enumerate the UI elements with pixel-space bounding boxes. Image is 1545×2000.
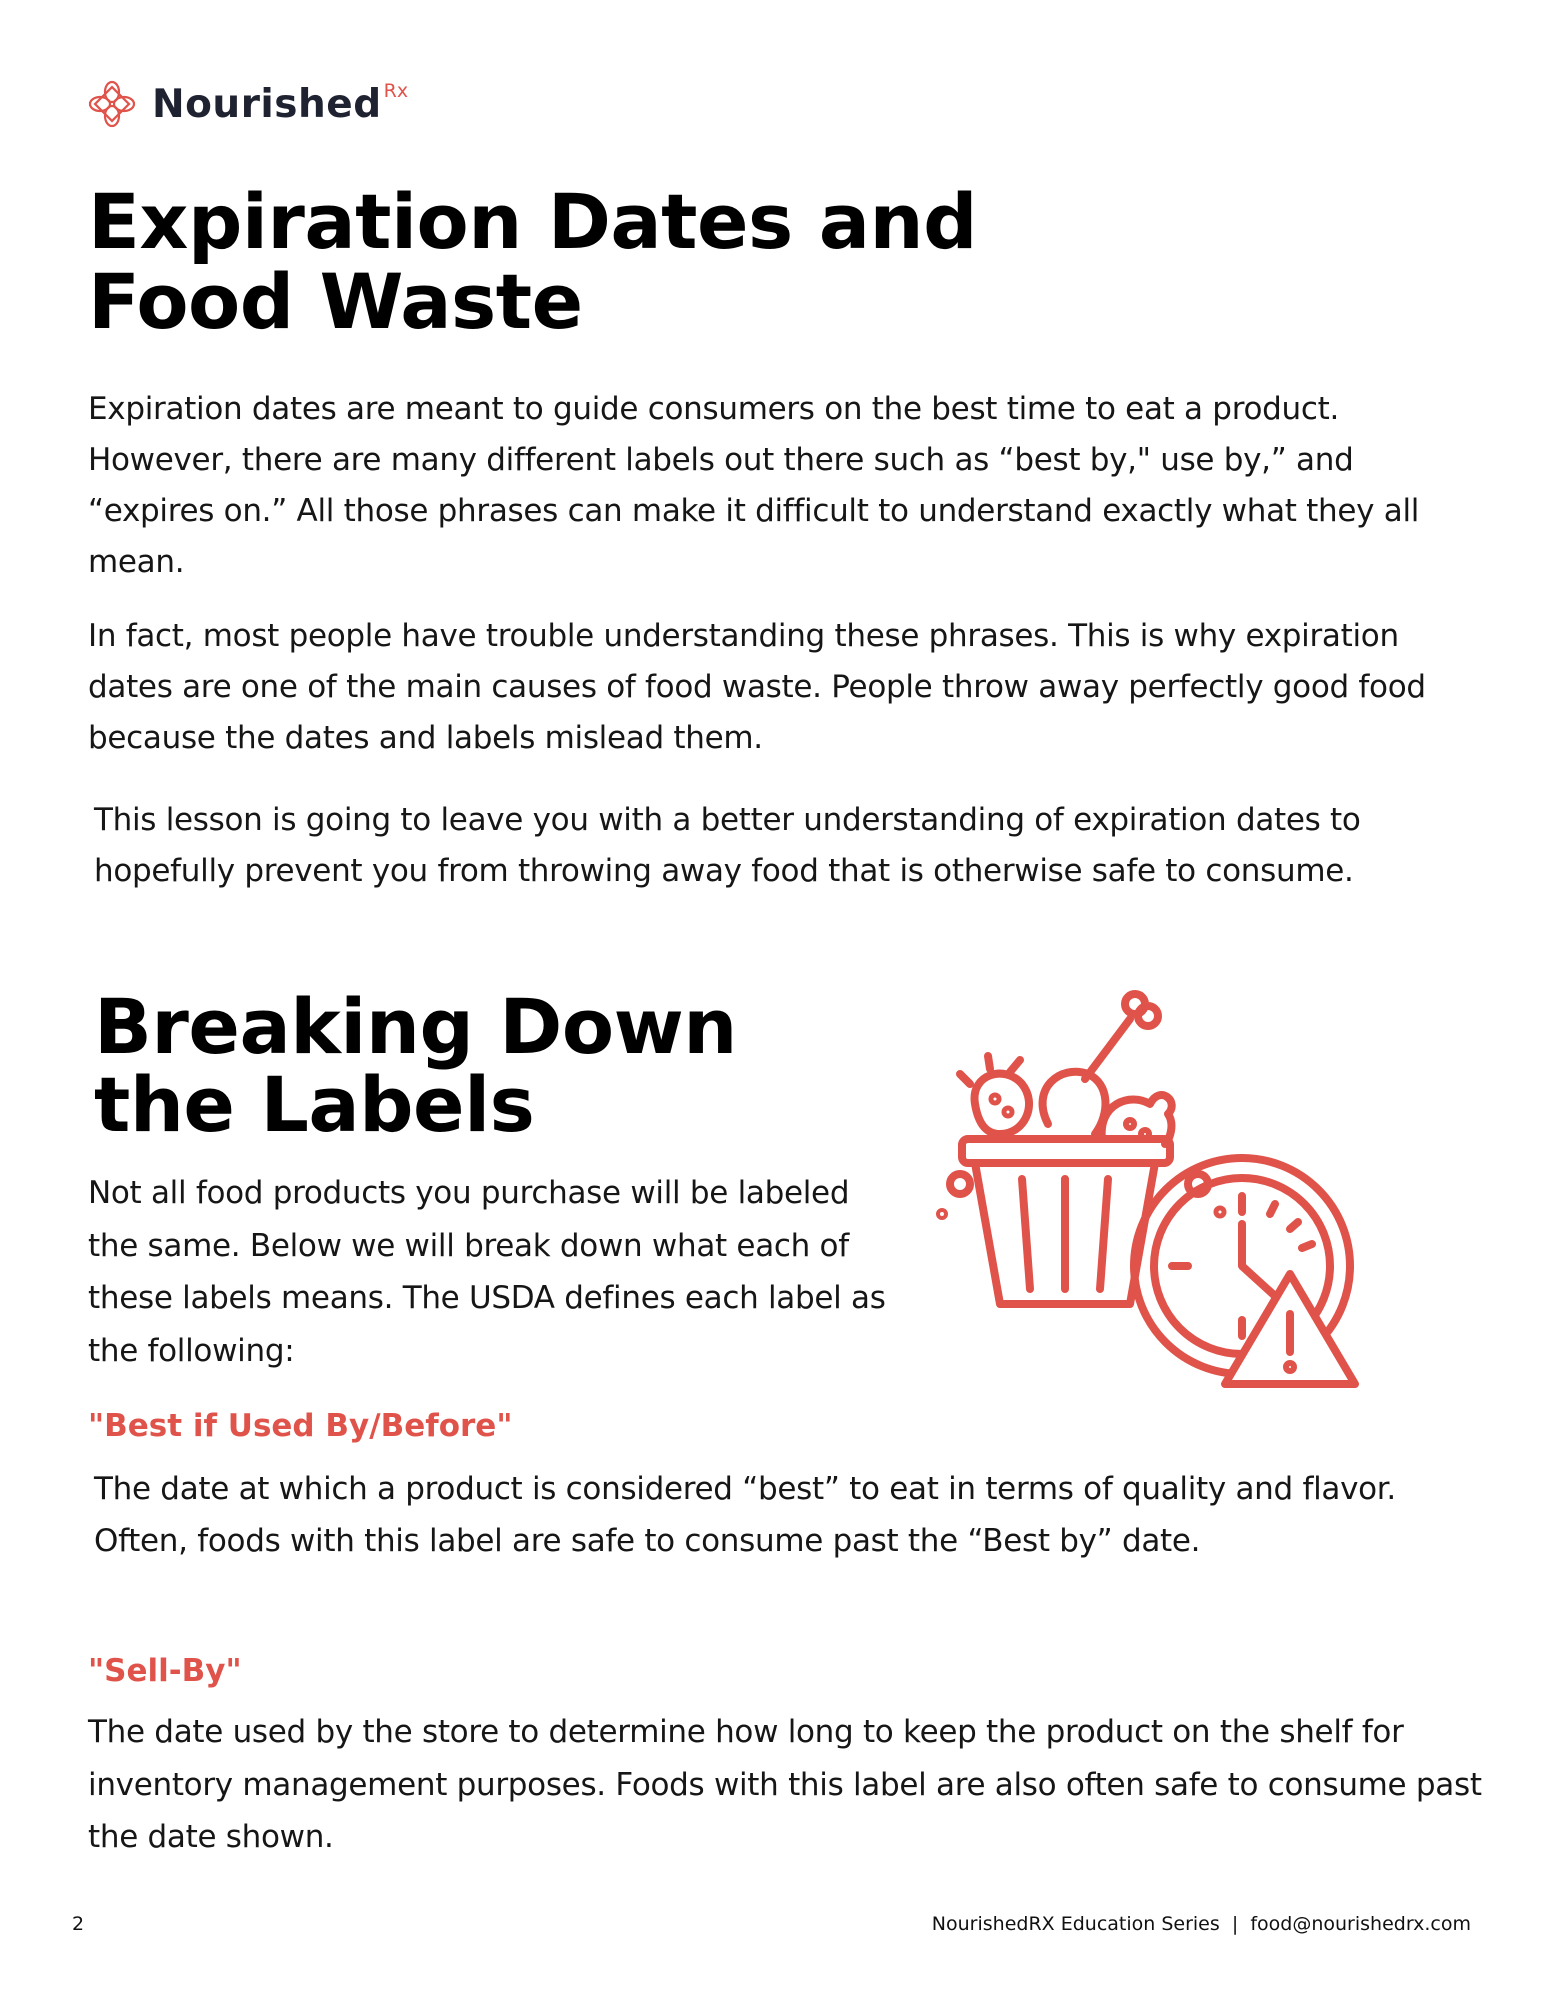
section-intro: Not all food products you purchase will be labeled the same. Below we will break down what each of these labels means. The USDA defines each label as the following: <box>88 1175 886 1369</box>
label-description: The date at which a product is considered “best” to eat in terms of quality and flavor. Often, foods with this label are safe to consume past the “Best by” date. <box>94 1471 1396 1559</box>
label-description: The date used by the store to determine how long to keep the product on the shelf for inventory management purposes. Foods with this label are also often safe to consume past the date shown. <box>88 1714 1482 1855</box>
brand-superscript: Rx <box>383 80 409 102</box>
flower-logo-icon <box>86 78 138 130</box>
food-waste-clock-warning-icon <box>930 974 1390 1414</box>
intro-paragraph: Expiration dates are meant to guide consumers on the best time to eat a product. However, there are many different labels out there such as “best by," use by,” and “expires on.” All those phrases can make it difficult to understand exactly what they all mean. <box>88 391 1420 580</box>
label-heading-sell-by: "Sell-By" <box>88 1653 242 1689</box>
intro-paragraph: This lesson is going to leave you with a better understanding of expiration dates to hopefully prevent you from throwing away food that is otherwise safe to consume. <box>94 802 1361 889</box>
page-title: Expiration Dates and Food Waste <box>88 177 978 346</box>
label-heading-best-if-used-by: "Best if Used By/Before" <box>88 1408 513 1444</box>
brand-logo <box>86 78 408 130</box>
page-number: 2 <box>72 1913 85 1935</box>
brand-name: Nourished <box>152 81 382 127</box>
intro-paragraph: In fact, most people have trouble understanding these phrases. This is why expiration dates are one of the main causes of food waste. People throw away perfectly good food because the dates and labels mislead them. <box>88 618 1426 756</box>
section-title: Breaking Down the Labels <box>94 982 737 1149</box>
footer-text: NourishedRX Education Series | food@nourishedrx.com <box>931 1913 1471 1935</box>
